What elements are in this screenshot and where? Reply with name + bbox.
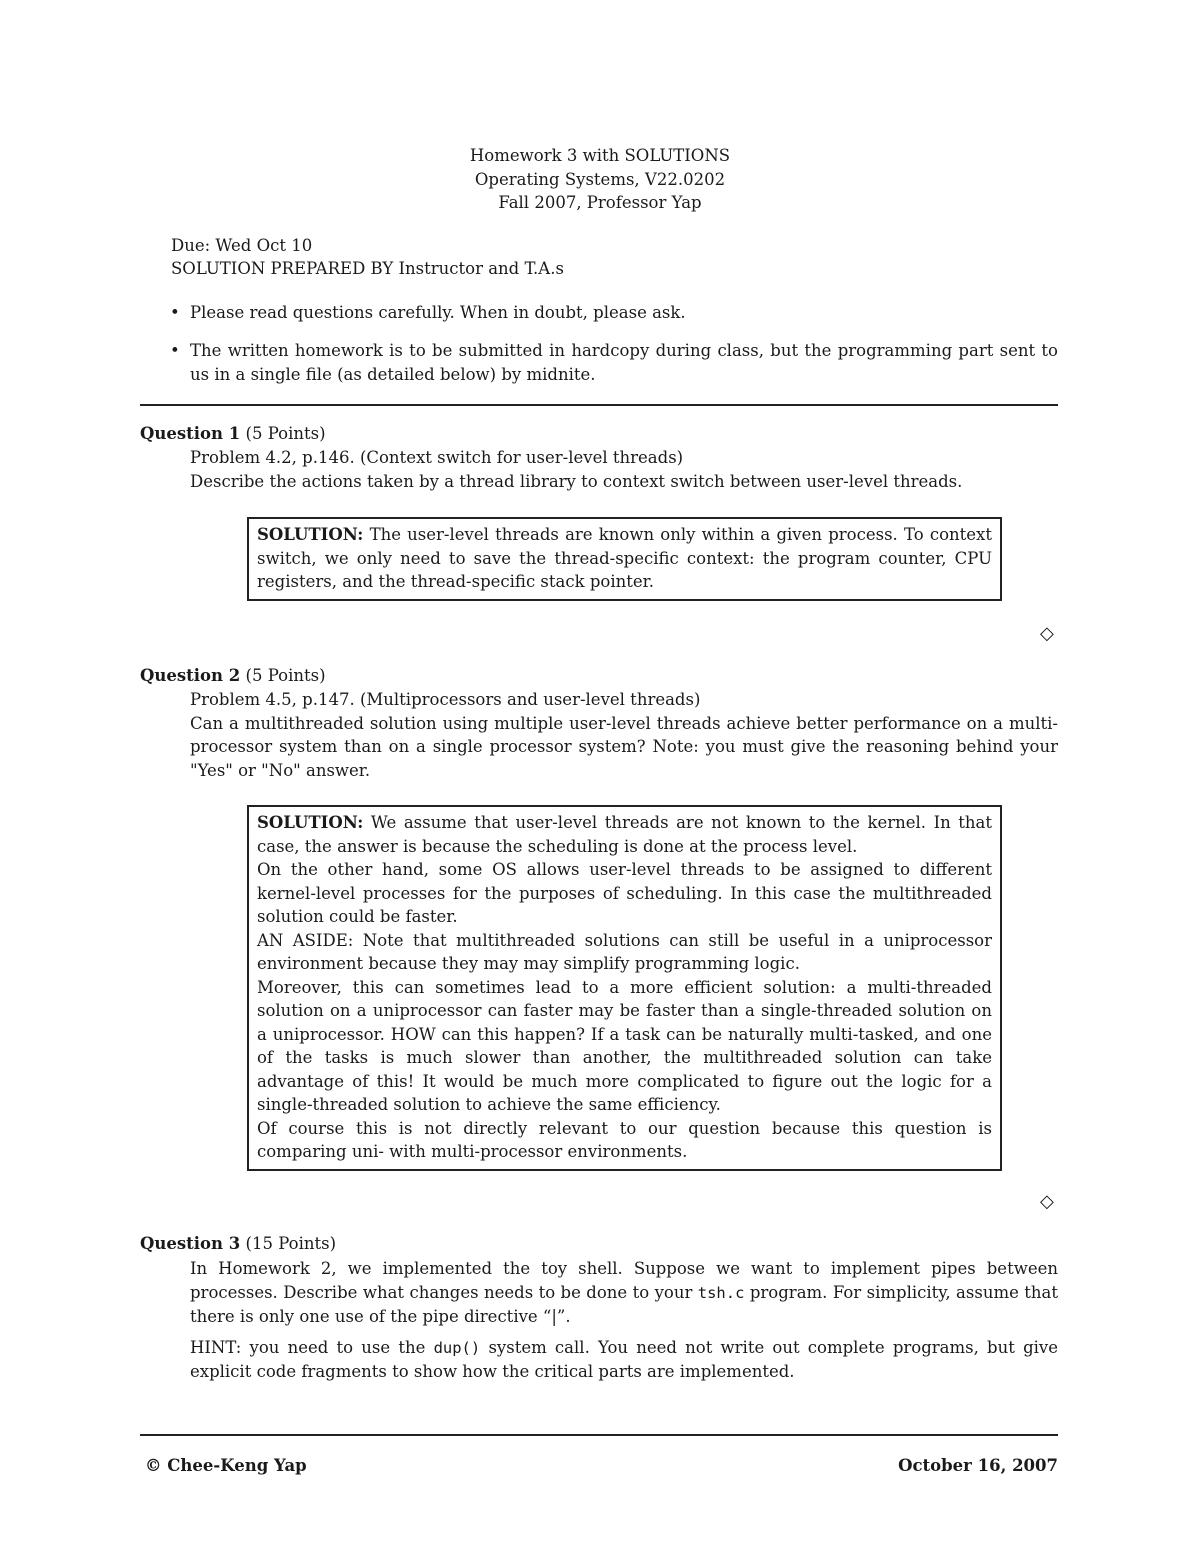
code-filename: tsh.c [697, 1283, 745, 1302]
question-3-hint: HINT: you need to use the dup() system call. You need not write out complete programs, but give explicit code fragments to show how the critical parts are implemented. [190, 1337, 1058, 1381]
solution-2-label: SOLUTION: [257, 813, 364, 832]
question-3-heading [140, 1232, 336, 1256]
term-professor: Fall 2007, Professor Yap [498, 193, 702, 212]
question-1-heading [140, 422, 326, 446]
code-dup-call: dup() [433, 1338, 481, 1357]
document-title: Homework 3 with SOLUTIONS [469, 146, 731, 165]
question-2-text: Can a multithreaded solution using multiple user-level threads achieve better performance on a multi-processor system than on a single processor system? Note: you must give the reasoning behind your "Yes" or "No" answer. [190, 713, 1058, 780]
question-2-label: Question 2 [140, 666, 241, 685]
question-2-body [190, 688, 1058, 782]
question-3-points: (15 Points) [245, 1234, 337, 1253]
instruction-item-1: Please read questions carefully. When in doubt, please ask. [190, 303, 686, 322]
question-1-points: (5 Points) [245, 424, 326, 443]
question-3-body [190, 1257, 1058, 1384]
solution-2-paragraph: AN ASIDE: Note that multithreaded solutions can still be useful in a uniprocessor environment because they may may simplify programming logic. [257, 930, 992, 973]
question-1-body [190, 446, 1058, 493]
bullet-icon: • [170, 303, 180, 322]
solution-1-label: SOLUTION: [257, 525, 364, 544]
end-of-question-2-icon: ◇ [1040, 1191, 1054, 1212]
course-name: Operating Systems, V22.0202 [474, 170, 726, 189]
question-1-problem: Problem 4.2, p.146. (Context switch for user-level threads) [190, 448, 684, 467]
solution-1-text: The user-level threads are known only within a given process. To context switch, we only need to save the thread-specific context: the program counter, CPU registers, and the thread-specific stack pointer. [257, 525, 992, 591]
footer-date: October 16, 2007 [898, 1456, 1058, 1475]
section-divider [140, 404, 1058, 406]
solution-2-intro: We assume that user-level threads are not known to the kernel. In that case, the answer is because the scheduling is done at the process level. [257, 813, 992, 856]
solution-1-box [247, 517, 1002, 601]
footer-divider [140, 1434, 1058, 1436]
question-2-problem: Problem 4.5, p.147. (Multiprocessors and user-level threads) [190, 690, 701, 709]
bullet-icon: • [170, 341, 180, 360]
question-2-heading [140, 664, 326, 688]
question-2-points: (5 Points) [245, 666, 326, 685]
solution-2-paragraph: On the other hand, some OS allows user-level threads to be assigned to different kernel-level processes for the purposes of scheduling. In this case the multithreaded solution could be faster. [257, 860, 992, 926]
instruction-item-2: The written homework is to be submitted in hardcopy during class, but the programming part sent to us in a single file (as detailed below) by midnite. [190, 341, 1058, 384]
due-date: Due: Wed Oct 10 [171, 236, 313, 255]
question-1-text: Describe the actions taken by a thread library to context switch between user-level threads. [190, 471, 963, 491]
solution-2-paragraph: Of course this is not directly relevant to our question because this question is comparing uni- with multi-processor environments. [257, 1118, 992, 1161]
question-3-label: Question 3 [140, 1234, 241, 1253]
question-1-label: Question 1 [140, 424, 241, 443]
prepared-by: SOLUTION PREPARED BY Instructor and T.A.s [171, 259, 564, 278]
solution-2-paragraph: Moreover, this can sometimes lead to a more efficient solution: a multi-threaded solution on a uniprocessor can faster may be faster than a single-threaded solution on a uniprocessor. HOW can this happen? If a task can be naturally multi-tasked, and one of the tasks is much slower than another, the multithreaded solution can take advantage of this! It would be much more complicated to figure out the logic for a single-threaded solution to achieve the same efficiency. [257, 977, 992, 1114]
solution-2-box [247, 805, 1002, 1171]
end-of-question-1-icon: ◇ [1040, 623, 1054, 644]
footer-author: © Chee-Keng Yap [145, 1456, 307, 1475]
question-3-text: In Homework 2, we implemented the toy shell. Suppose we want to implement pipes between processes. Describe what changes needs to be done to your tsh.c program. For simplicity, assume that there is only one use of the pipe directive “|”. [190, 1259, 1058, 1326]
